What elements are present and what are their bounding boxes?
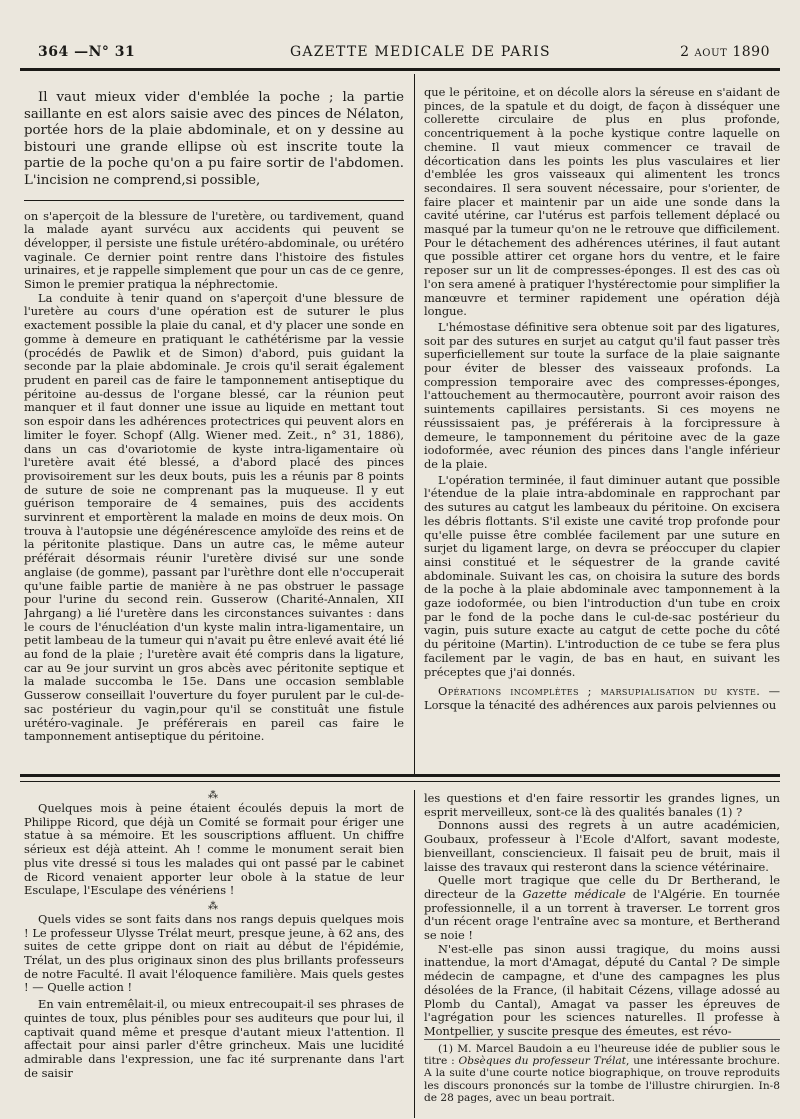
amagat-paragraph: N'est-elle pas sinon aussi tragique, du moins aussi inattendue, la mort d'Amagat, député du Cantal ? De simple médecin de campagne, et d'une des campagnes les plus désolées de la France, (il habitait Cézens, village adossé au Plomb du Cantal), Amagat va passer les épreuves de l'agrégation pour les sciences naturelles. Il professe à Montpellier, y suscite presque des émeutes, est révo- [424,941,780,1038]
footnote-italic-title: Obsèques du professeur Trélat [458,1055,627,1068]
journal-title: GAZETTE MEDICALE DE PARIS [290,44,551,60]
right-paragraph-4: Lorsque la ténacité des adhérences aux parois pelviennes ou [424,697,777,712]
goubaux-paragraph: Donnons aussi des regrets à un autre académicien, Goubaux, professeur à l'Ecole d'Alfort, savant modeste, bienveillant, consciencieux. Il faisait peu de bruit, mais il laisse des travaux qui resteront dans la science vétérinaire. [424,818,780,874]
section-divider-thick [20,774,780,777]
date-day: 2 [680,44,690,60]
right-paragraph-2: L'hémostase définitive sera obtenue soit par des ligatures, soit par des sutures en surjet au catgut qu'il faut passer très superficiellement sur toute la surface de la plaie saignante pour éviter de blesser des vaisseaux profonds. La compression temporaire avec des compresses-éponges, l'attouchement au thermocautère, pourront avoir raison des suintements capillaires persistants. Si ces moyens ne réussissaient pas, je préférerais à la forcipressure à demeure, le tamponnement du péritoine avec de la gaze iodoformée, avec réunion des pinces dans l'angle inférieur de la plaie. [424,319,780,471]
right-paragraph-1: que le péritoine, et on décolle alors la séreuse en s'aidant de pinces, de la spatule et du doigt, de façon à disséquer une collerette circulaire de plus en plus profonde, concentriquement à la poche kystique contre laquelle on chemine. Il vaut mieux commencer ce travail de décortication dans les points les plus vasculaires et lier d'emblée les gros vaisseaux qui alimentent les troncs secondaires. Il sera souvent nécessaire, pour s'orienter, de faire placer et maintenir par un aide une sonde dans la cavité utérine, car l'utérus est parfois tellement déplacé ou masqué par la tumeur qu'on ne le retrouve que difficilement. Pour le détachement des adhérences utérines, il faut autant que possible attirer cet organe hors du ventre, et le faire reposer sur un lit de compresses-éponges. Il est des cas où l'on sera amené à pratiquer l'hystérectomie pour simplifier la manœuvre et terminer rapidement une opération déjà longue. [424,86,780,319]
date-year: 1890 [732,44,770,60]
asterism-2: ⁂ [208,900,220,912]
left-paragraph-1: on s'aperçoit de la blessure de l'uretère, ou tardivement, quand la malade ayant survécu aux accidents qui peuvent se développer, il persiste une fistule urétéro-abdominale, ou urétéro vaginale. Ce dernier point rentre dans l'histoire des fistules urinaires, et je rappelle simplement que pour un cas de ce genre, Simon le premier pratiqua la néphrectomie. [24,208,404,292]
footnote-text-a: (1) M. Marcel Baudoin a eu l'heureuse idée de publier sous le titre : [424,1042,780,1068]
lower-column-divider [414,790,415,1118]
right-paragraph-3: L'opération terminée, il faut diminuer autant que possible l'étendue de la plaie intra-abdominale en rapprochant par des sutures au catgut les lambeaux du péritoine. On excisera les débris flottants. S'il existe une cavité trop profonde pour qu'elle puisse être comblée facilement par une suture en surjet du ligament large, on devra se préoccuper du clapier ainsi constitué et le séquestrer de la grande cavité abdominale. Suivant les cas, on choisira la suture des bords de la poche à la plaie abdominale avec tamponnement à la gaze iodoformée, ou bien l'introduction d'un tube en croix par le fond de la poche dans le cul-de-sac postérieur du vagin, puis suture exacte au catgut de cette poche du côté du péritoine (Martin). L'introduction de ce tube se fera plus facilement par le vagin, de bas en haut, en suivant les préceptes que j'ai donnés. [424,472,780,679]
upper-left-column [24,90,404,770]
section-heading-text: Opérations incomplètes ; marsupialisation du kyste. [438,684,761,699]
bertherand-text-a: Quelle mort tragique que celle du Dr Bertherand, le directeur de la [424,873,780,901]
asterism-1: ⁂ [208,790,220,801]
upper-right-column [424,86,780,770]
issue-date [680,44,770,60]
page-number: 364 —N° 31 [38,44,136,60]
left-paragraph-2: La conduite à tenir quand on s'aperçoit d'une blessure de l'uretère au cours d'une opération est de suturer le plus exactement possible la plaie du canal, et d'y placer une sonde en gomme à demeure en pratiquant le cathétérisme par la vessie (procédés de Pawlik et de Simon) d'abord, puis guidant la seconde par la plaie abdominale. Je crois qu'il serait également prudent en pareil cas de faire le tamponnement antiseptique du péritoine au-dessus de l'organe blessé, car la réunion peut manquer et il faut donner une issue au liquide en mettant tout son espoir dans les adhérences protectrices qui peuvent alors en limiter le foyer. Schopf (Allg. Wiener med. Zeit., n° 31, 1886), dans un cas d'ovariotomie de kyste intra-ligamentaire où l'uretère avait été blessé, a d'abord placé des pinces provisoirement sur les deux bouts, puis les a réunis par 8 points de suture de soie ne comprenant pas la muqueuse. Il y eut guérison temporaire de 4 semaines, puis des accidents survinrent et emportèrent la malade en moins de deux mois. On trouva à l'autopsie une dégénérescence amyloïde des reins et de la péritonite plastique. Dans un autre cas, le même auteur préférait désormais réunir l'uretère divisé sur une sonde anglaise (de gomme), passant par l'urèthre dont elle n'occuperait qu'une faible partie de manière à ne pas obstruer le passage pour l'urine du second rein. Gusserow (Charité-Annalen, XII Jahrgang) a lié l'uretère dans les circonstances suivantes : dans le cours de l'énucléation d'un kyste malin intra-ligamentaire, un petit lambeau de la tumeur qui n'avait pu être enlevé avait été lié au fond de la plaie ; l'uretère avait été compris dans la ligature, car au 9e jour survint un gros abcès avec péritonite septique et la malade succomba le 15e. Dans une occasion semblable Gusserow conseillait l'ouverture du foyer purulent par le cul-de-sac postérieur du vagin,pour qu'il se constituât une fistule urétéro-vaginale. Je préférerais en pareil cas faire le tamponnement antiseptique du péritoine. [24,290,404,744]
section-heading-dash: — [760,684,780,699]
page-header [28,40,770,64]
lower-left-column [24,790,404,1119]
section-heading [424,685,780,712]
footnote [424,1039,780,1105]
lower-right-column [424,792,780,1119]
column-separator [24,200,404,201]
date-month: AOUT [694,48,728,59]
bertherand-text-b: de l'Algérie. En tournée professionnelle, il a un torrent à traverser. Le torrent gros d'un récent orage l'entraîne avec sa monture, et Bertherand se noie ! [424,886,780,943]
trelat-paragraph: Quels vides se sont faits dans nos rangs depuis quelques mois ! Le professeur Ulysse Trélat meurt, presque jeune, à 62 ans, des suites de cette grippe dont on riait au début de l'épidémie, Trélat, un des plus originaux sinon des plus brillants professeurs de notre Faculté. Il avait l'éloquence familière. Mais quels gestes ! — Quelle action ! [24,911,404,995]
left-intro-paragraph: Il vaut mieux vider d'emblée la poche ; la partie saillante en est alors saisie avec des pinces de Nélaton, portée hors de la plaie abdominale, et on y dessine au bistouri une grande ellipse où est inscrite toute la partie de la poche qu'on a pu faire sortir de l'abdomen. L'incision ne comprend,si possible, [24,90,404,188]
lower-right-paragraph-1: les questions et d'en faire ressortir les grandes lignes, un esprit merveilleux, sont-ce là des qualités banales (1) ? [424,792,780,819]
ricord-paragraph: Quelques mois à peine étaient écoulés depuis la mort de Philippe Ricord, que déjà un Comité se formait pour ériger une statue à sa mémoire. Et les souscriptions affluent. Un chiffre sérieux est déjà atteint. Ah ! comme le monument serait bien plus vite dressé si tous les malades qui ont passé par le cabinet de Ricord venaient apporter leur obole à la statue de leur Esculape, l'Esculape des vénériens ! [24,801,404,898]
bertherand-paragraph [424,874,780,943]
section-divider-thin [20,781,780,782]
trelat-paragraph-2: En vain entremêlait-il, ou mieux entrecoupait-il ses phrases de quintes de toux, plus pénibles pour ses auditeurs que pour lui, il captivait quand même et presque d'autant mieux l'attention. Il affectait pour ainsi parler d'être grincheux. Mais une lucidité admirable dans l'expression, une fac ité surprenante dans l'art de saisir [24,997,404,1080]
journal-name-italic: Gazette médicale [522,886,626,901]
footnote-text-b: , une intéressante brochure. A la suite d'une courte notice biographique, on trouve reproduits les discours prononcés sur la tombe de l'illustre chirurgien. In-8 de 28 pages, avec un beau portrait. [424,1055,780,1105]
header-rule [20,68,780,71]
upper-column-divider [414,74,415,774]
